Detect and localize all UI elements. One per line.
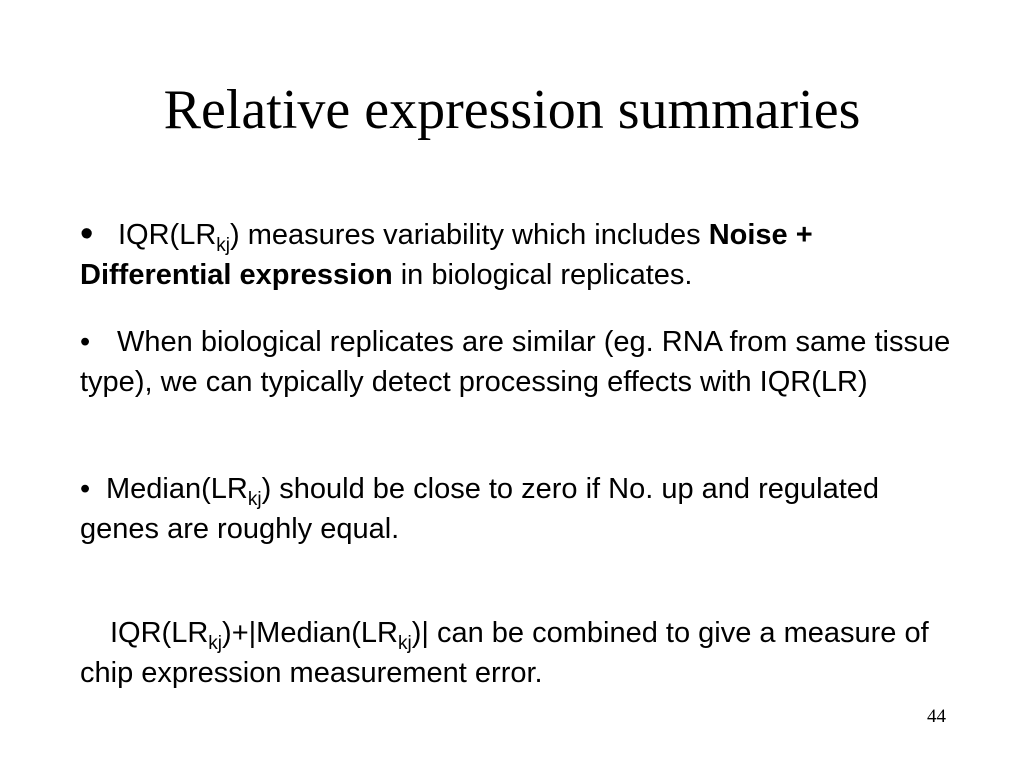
- text-segment: ) measures variability which includes: [230, 219, 709, 251]
- text-segment: IQR(LR: [118, 219, 217, 251]
- bullet-biological-replicates: [80, 322, 960, 402]
- bold-noise-differential: Noise + Differential expression: [80, 219, 813, 291]
- text-segment: When biological replicates are similar (eg. RNA from same tissue type), we can typically detect processing effects with IQR(LR): [80, 326, 951, 398]
- subscript-kj: kj: [208, 633, 223, 654]
- text-segment: IQR(LR: [110, 617, 209, 649]
- text-segment: )+|Median(LR: [222, 617, 398, 649]
- text-segment: in biological replicates.: [392, 259, 693, 291]
- subscript-kj: kj: [247, 489, 262, 510]
- bullet-median: [80, 469, 960, 549]
- bullet-icon: •: [80, 326, 91, 358]
- subscript-kj: kj: [216, 235, 231, 256]
- subscript-kj: kj: [398, 633, 412, 654]
- text-segment: )| can be combined to give a measure of chip expression measurement error.: [80, 617, 929, 689]
- text-segment: ) should be close to zero if No. up and regulated genes are roughly equal.: [80, 473, 880, 545]
- page-number: 44: [927, 706, 946, 727]
- bullet-icon: •: [80, 473, 91, 505]
- bullet-iqr-variability: [80, 214, 960, 295]
- combined-measure-text: [80, 613, 960, 693]
- text-segment: Median(LR: [106, 473, 248, 505]
- bullet-icon: •: [80, 213, 94, 255]
- slide-title: Relative expression summaries: [163, 79, 861, 141]
